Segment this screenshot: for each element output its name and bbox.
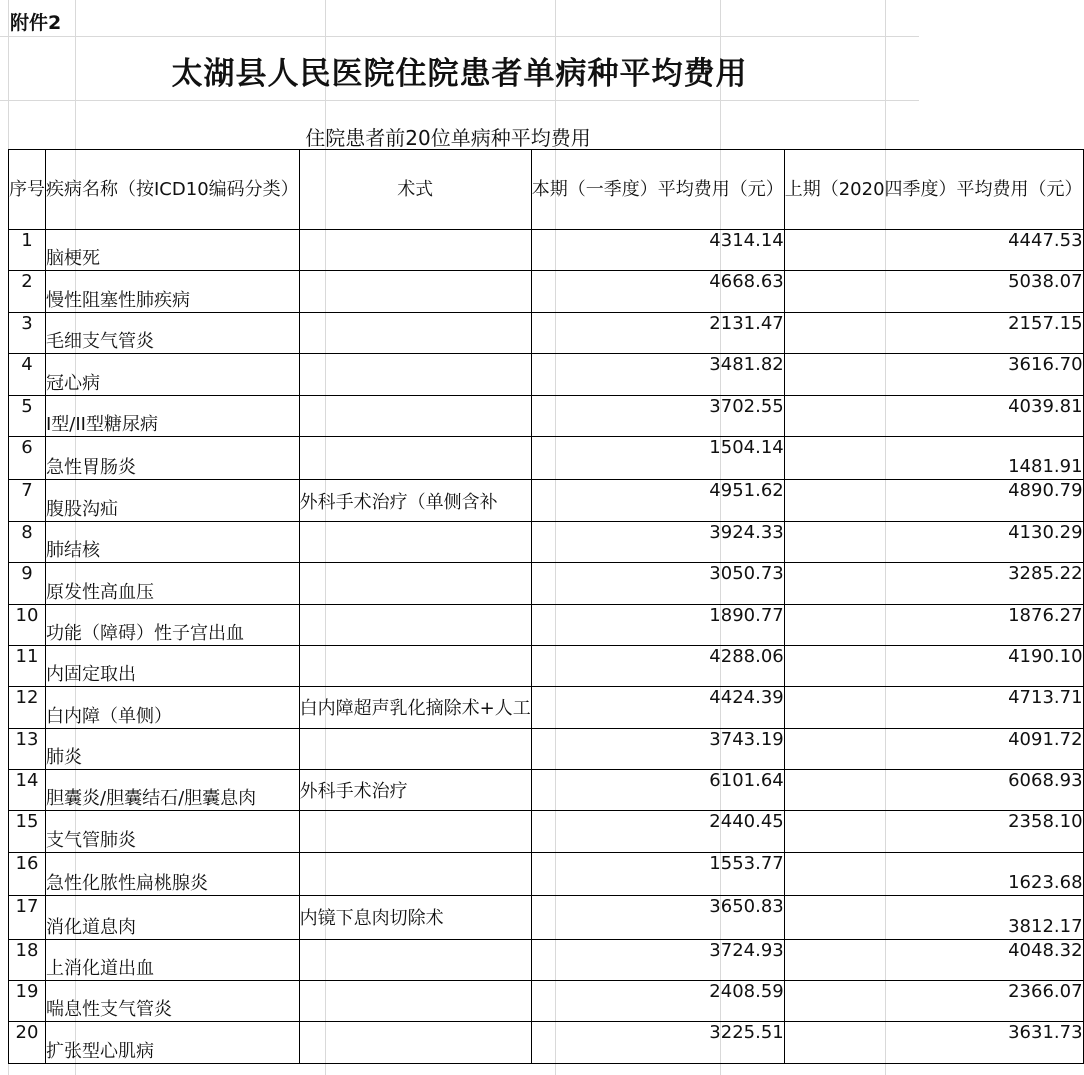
procedure: 白内障超声乳化摘除术+人工 — [299, 687, 531, 728]
procedure — [299, 604, 531, 645]
row-index: 4 — [9, 354, 46, 395]
previous-cost: 4130.29 — [784, 521, 1083, 562]
current-cost: 4668.63 — [531, 271, 784, 312]
procedure — [299, 271, 531, 312]
previous-cost: 4039.81 — [784, 395, 1083, 436]
current-cost: 2131.47 — [531, 312, 784, 353]
previous-cost: 2366.07 — [784, 981, 1083, 1022]
disease-name: 脑梗死 — [46, 230, 300, 271]
current-cost: 3702.55 — [531, 395, 784, 436]
procedure — [299, 563, 531, 604]
procedure — [299, 981, 531, 1022]
previous-cost: 3812.17 — [784, 896, 1083, 939]
procedure — [299, 852, 531, 895]
table-row — [9, 852, 1084, 895]
disease-name: 原发性高血压 — [46, 563, 300, 604]
previous-cost: 4091.72 — [784, 728, 1083, 769]
cost-table — [8, 149, 1084, 1064]
current-cost: 4288.06 — [531, 645, 784, 686]
current-cost: 3724.93 — [531, 939, 784, 980]
current-cost: 4314.14 — [531, 230, 784, 271]
table-row — [9, 687, 1084, 728]
current-cost: 3481.82 — [531, 354, 784, 395]
header-procedure: 术式 — [299, 150, 531, 230]
procedure: 外科手术治疗 — [299, 770, 531, 811]
procedure — [299, 436, 531, 479]
row-index: 11 — [9, 645, 46, 686]
current-cost: 3225.51 — [531, 1022, 784, 1063]
disease-name: 急性胃肠炎 — [46, 436, 300, 479]
current-cost: 1553.77 — [531, 852, 784, 895]
row-index: 13 — [9, 728, 46, 769]
previous-cost: 4447.53 — [784, 230, 1083, 271]
previous-cost: 3616.70 — [784, 354, 1083, 395]
table-row — [9, 521, 1084, 562]
header-disease-name: 疾病名称（按ICD10编码分类） — [46, 150, 300, 230]
procedure — [299, 811, 531, 852]
table-row — [9, 436, 1084, 479]
disease-name: 慢性阻塞性肺疾病 — [46, 271, 300, 312]
table-row — [9, 728, 1084, 769]
row-index: 2 — [9, 271, 46, 312]
table-row — [9, 645, 1084, 686]
row-index: 9 — [9, 563, 46, 604]
procedure: 内镜下息肉切除术 — [299, 896, 531, 939]
previous-cost: 1481.91 — [784, 436, 1083, 479]
disease-name: 肺炎 — [46, 728, 300, 769]
table-row — [9, 354, 1084, 395]
previous-cost: 5038.07 — [784, 271, 1083, 312]
current-cost: 4424.39 — [531, 687, 784, 728]
row-index: 3 — [9, 312, 46, 353]
header-row — [9, 150, 1084, 230]
row-index: 15 — [9, 811, 46, 852]
procedure — [299, 395, 531, 436]
row-index: 16 — [9, 852, 46, 895]
procedure — [299, 939, 531, 980]
previous-cost: 6068.93 — [784, 770, 1083, 811]
header-index: 序号 — [9, 150, 46, 230]
current-cost: 1504.14 — [531, 436, 784, 479]
current-cost: 3743.19 — [531, 728, 784, 769]
table-row — [9, 395, 1084, 436]
row-index: 5 — [9, 395, 46, 436]
table-row — [9, 770, 1084, 811]
previous-cost: 2157.15 — [784, 312, 1083, 353]
current-cost: 3650.83 — [531, 896, 784, 939]
previous-cost: 3285.22 — [784, 563, 1083, 604]
disease-name: 胆囊炎/胆囊结石/胆囊息肉 — [46, 770, 300, 811]
row-index: 10 — [9, 604, 46, 645]
previous-cost: 1623.68 — [784, 852, 1083, 895]
disease-name: 肺结核 — [46, 521, 300, 562]
previous-cost: 1876.27 — [784, 604, 1083, 645]
previous-cost: 4890.79 — [784, 480, 1083, 521]
current-cost: 4951.62 — [531, 480, 784, 521]
table-row — [9, 480, 1084, 521]
table-row — [9, 981, 1084, 1022]
procedure — [299, 312, 531, 353]
disease-name: 消化道息肉 — [46, 896, 300, 939]
row-index: 20 — [9, 1022, 46, 1063]
disease-name: 冠心病 — [46, 354, 300, 395]
disease-name: 功能（障碍）性子宫出血 — [46, 604, 300, 645]
row-index: 8 — [9, 521, 46, 562]
previous-cost: 4190.10 — [784, 645, 1083, 686]
table-subtitle: 住院患者前20位单病种平均费用 — [305, 126, 591, 150]
previous-cost: 4713.71 — [784, 687, 1083, 728]
current-cost: 1890.77 — [531, 604, 784, 645]
row-index: 1 — [9, 230, 46, 271]
disease-name: 白内障（单侧） — [46, 687, 300, 728]
disease-name: 上消化道出血 — [46, 939, 300, 980]
current-cost: 6101.64 — [531, 770, 784, 811]
current-cost: 2440.45 — [531, 811, 784, 852]
procedure — [299, 1022, 531, 1063]
table-row — [9, 939, 1084, 980]
disease-name: 扩张型心肌病 — [46, 1022, 300, 1063]
procedure — [299, 728, 531, 769]
previous-cost: 3631.73 — [784, 1022, 1083, 1063]
procedure — [299, 645, 531, 686]
table-row — [9, 811, 1084, 852]
previous-cost: 4048.32 — [784, 939, 1083, 980]
procedure — [299, 354, 531, 395]
procedure — [299, 521, 531, 562]
header-previous-cost: 上期（2020四季度）平均费用（元） — [784, 150, 1083, 230]
page-title: 太湖县人民医院住院患者单病种平均费用 — [171, 56, 748, 92]
table-row — [9, 604, 1084, 645]
previous-cost: 2358.10 — [784, 811, 1083, 852]
table-row — [9, 896, 1084, 939]
table-row — [9, 312, 1084, 353]
disease-name: 内固定取出 — [46, 645, 300, 686]
row-index: 12 — [9, 687, 46, 728]
row-index: 6 — [9, 436, 46, 479]
disease-name: 毛细支气管炎 — [46, 312, 300, 353]
disease-name: 急性化脓性扁桃腺炎 — [46, 852, 300, 895]
disease-name: 腹股沟疝 — [46, 480, 300, 521]
procedure — [299, 230, 531, 271]
table-row — [9, 271, 1084, 312]
procedure: 外科手术治疗（单侧含补 — [299, 480, 531, 521]
attachment-label: 附件2 — [10, 12, 62, 34]
table-row — [9, 1022, 1084, 1063]
current-cost: 2408.59 — [531, 981, 784, 1022]
row-index: 18 — [9, 939, 46, 980]
disease-name: 支气管肺炎 — [46, 811, 300, 852]
row-index: 14 — [9, 770, 46, 811]
row-index: 19 — [9, 981, 46, 1022]
header-current-cost: 本期（一季度）平均费用（元） — [531, 150, 784, 230]
table-row — [9, 230, 1084, 271]
disease-name: I型/II型糖尿病 — [46, 395, 300, 436]
disease-name: 喘息性支气管炎 — [46, 981, 300, 1022]
current-cost: 3050.73 — [531, 563, 784, 604]
row-index: 7 — [9, 480, 46, 521]
current-cost: 3924.33 — [531, 521, 784, 562]
table-row — [9, 563, 1084, 604]
row-index: 17 — [9, 896, 46, 939]
